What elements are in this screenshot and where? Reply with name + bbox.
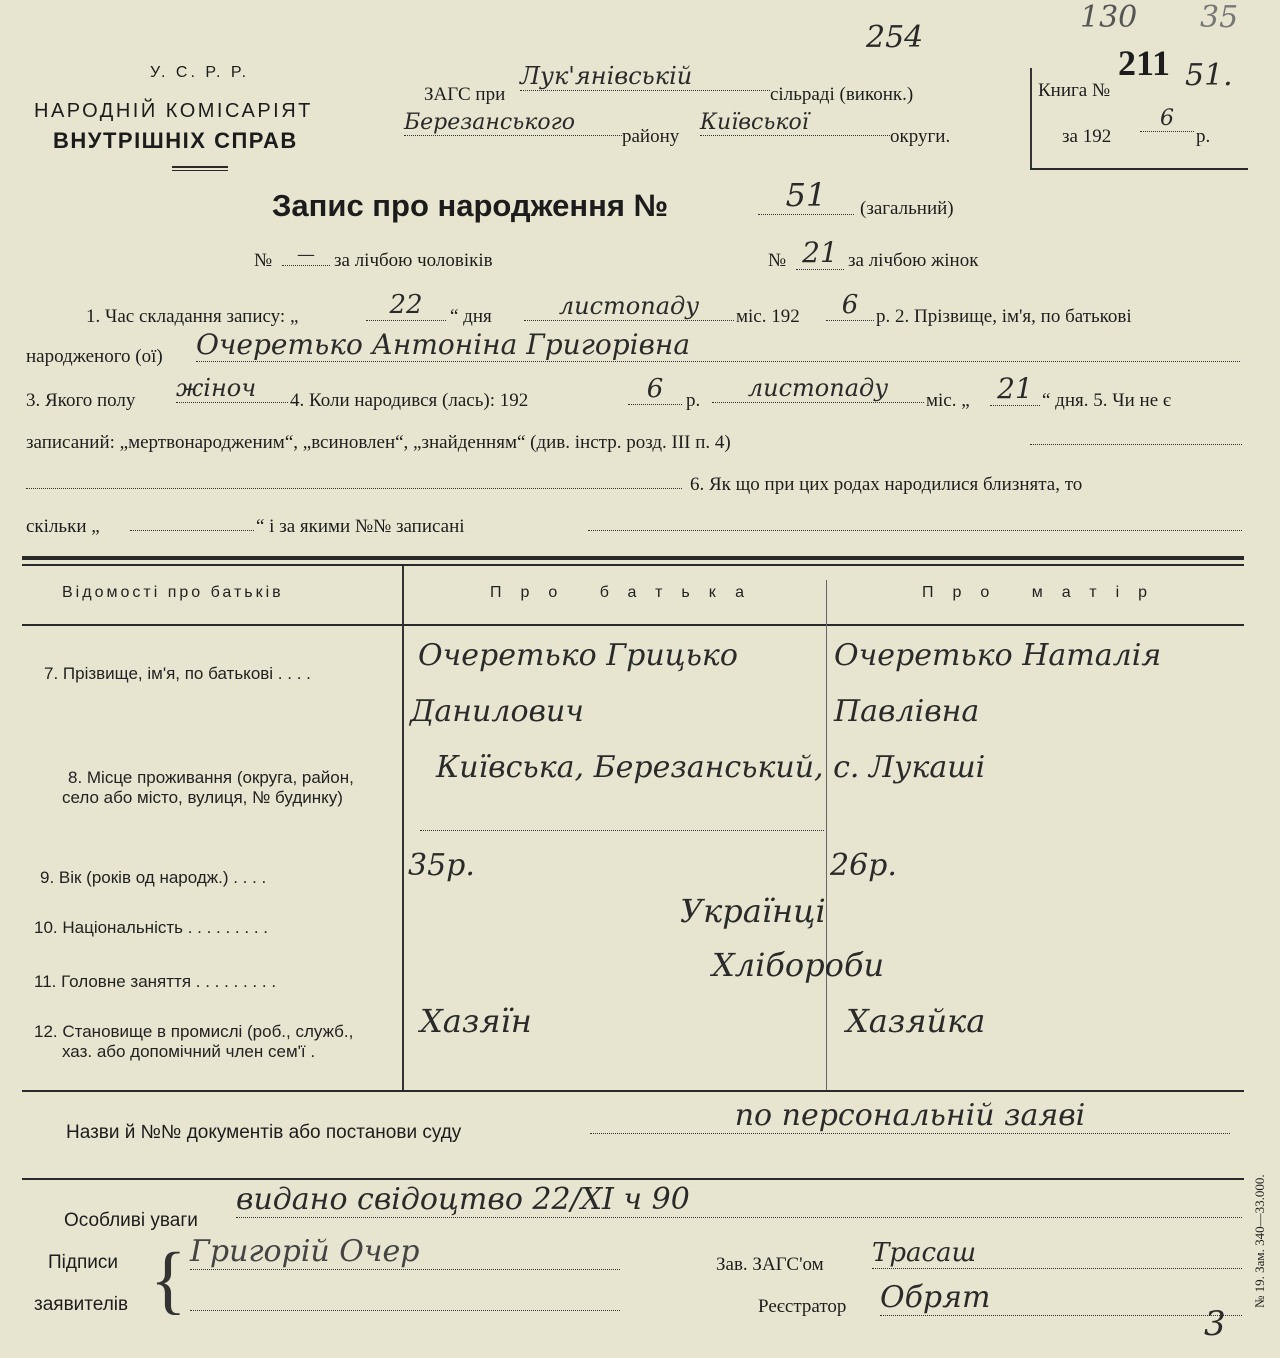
father-surname: Очеретько Грицько [418,638,738,673]
record-day: 22 [366,290,446,321]
birth-year: 6 [628,374,682,405]
father-age: 35р. [408,848,475,883]
stillborn-label: “ дня. 5. Чи не є [1042,390,1172,411]
residence-field [420,830,824,831]
occupation: Хлібороби [712,946,885,984]
zags-head-label: Зав. ЗАГС'ом [716,1254,824,1275]
row-label: 12. Становище в промислі (роб., служб., [34,1022,354,1041]
row-label: 9. Вік (років од народж.) . . . . [40,868,267,887]
book-hw-number: 51. [1185,58,1233,93]
zags-head-signature: Трасаш [872,1238,1242,1269]
dept-label: ВНУТРІШНІХ СПРАВ [53,128,298,153]
commissariat-label: НАРОДНІЙ КОМІСАРІЯТ [34,100,313,122]
birth-day-prefix: міс. „ [926,390,970,411]
mother-status: Хазяйка [846,1002,986,1040]
special-label: Особливі уваги [64,1210,198,1231]
name-label-2: народженого (ої) [26,346,163,367]
table-top-rule [22,556,1244,560]
header-rule [172,170,228,171]
father-patronymic: Данилович [410,694,584,729]
book-label: Книга № [1038,80,1111,101]
row-label: 10. Національність . . . . . . . . . [34,918,268,937]
okrug-suffix: округи. [890,126,951,147]
men-prefix: № [254,250,273,271]
printer-note: № 19. Зам. 340—33.000. [1252,1174,1267,1308]
documents-value: по персональній заяві [590,1098,1230,1134]
birth-year-suffix: р. [686,390,701,411]
special-value: видано свідоцтво 22/XI ч 90 [236,1182,1242,1218]
table-col-divider [402,566,404,1090]
row-label: 11. Головне заняття . . . . . . . . . [34,972,277,991]
ussr-label: У. С. Р. Р. [150,64,250,81]
women-number: 21 [796,236,844,270]
book-box-left [1030,68,1032,168]
record-number: 51 [758,176,854,215]
district-name: Березанського [404,110,622,136]
book-year: 6 [1140,106,1194,132]
women-label: за лічбою жінок [848,250,979,271]
row-label-2: хаз. або допомічний член сем'ї . [62,1042,316,1061]
village-name: Лук'янівській [520,62,770,91]
section-rule [22,1178,1244,1180]
village-suffix: сільраді (виконк.) [770,84,914,105]
book-stamp-number: 211 [1118,43,1171,83]
name-label-1: р. 2. Прізвище, ім'я, по батькові [876,306,1132,327]
table-head-mother: Про матір [922,584,1167,601]
documents-label: Назви й №№ документів або постанови суду [66,1122,462,1143]
table-col-divider [826,580,827,1090]
registrar-label: Реєстратор [758,1296,847,1317]
table-bottom-rule [22,1090,1244,1092]
registrar-signature: Обрят [880,1280,1242,1316]
record-day-suffix: “ дня [450,306,492,327]
signature-brace: { [150,1238,187,1322]
child-sex: жіноч [176,374,288,403]
twins-numbers [588,530,1242,531]
status-field [1030,444,1242,445]
men-number: — [282,244,330,266]
applicants-label: заявителів [34,1294,129,1315]
applicant-signature: Григорій Очер [190,1234,620,1270]
twins-label: 6. Як що при цих родах народилися близнята, то [690,474,1083,495]
record-date-label: 1. Час складання запису: „ [86,306,299,327]
father-status: Хазяїн [420,1002,532,1040]
top-mark-1: 254 [866,20,924,55]
top-mark-3: 35 [1200,0,1239,35]
birth-label: 4. Коли народився (лась): 192 [290,390,529,411]
twins-numbers-label: “ і за якими №№ записані [256,516,465,537]
row-label-2: село або місто, вулиця, № будинку) [62,788,343,807]
mother-surname: Очеретько Наталія [834,638,1162,673]
zags-prefix: ЗАГС при [424,84,506,105]
status-field-2 [26,488,682,489]
header-rule [172,166,228,168]
record-year: 6 [826,290,874,321]
status-label: записаний: „мертвонародженим“, „всиновлен“, „знайденням“ (див. інстр. розд. III п. 4) [26,432,731,453]
corner-mark: 3 [1204,1304,1226,1344]
book-year-label: за 192 [1062,126,1112,147]
book-year-suffix: р. [1196,126,1211,147]
sex-label: 3. Якого полу [26,390,136,411]
signatures-label: Підписи [48,1252,118,1273]
mother-patronymic: Павлівна [834,694,980,729]
table-head-rule [22,624,1244,626]
table-head-father: Про батька [490,584,763,601]
row-label: 8. Місце проживання (округа, район, [68,768,354,787]
twins-count [130,530,254,531]
table-top-rule [22,564,1244,566]
row-label: 7. Прізвище, ім'я, по батькові . . . . [44,664,311,683]
mother-age: 26р. [830,848,897,883]
district-suffix: району [622,126,680,147]
nationality: Українці [680,892,826,930]
table-head-info: Відомості про батьків [62,584,284,601]
child-name: Очеретько Антоніна Григорівна [196,328,1240,362]
okrug-name: Київської [700,110,890,136]
applicant-signature-line [190,1310,620,1311]
birth-month: листопаду [712,374,924,403]
women-prefix: № [768,250,787,271]
residence-place: Київська, Березанський, с. Лукаші [436,750,986,785]
birth-day: 21 [990,372,1040,406]
top-mark-2: 130 [1080,0,1138,35]
record-month: листопаду [524,292,734,321]
men-label: за лічбою чоловіків [334,250,493,271]
book-box-bottom [1030,168,1248,170]
twins-count-label: скільки „ [26,516,100,537]
record-title: Запис про народження № [272,188,669,223]
record-suffix: (загальний) [860,198,954,219]
record-year-prefix: міс. 192 [736,306,800,327]
